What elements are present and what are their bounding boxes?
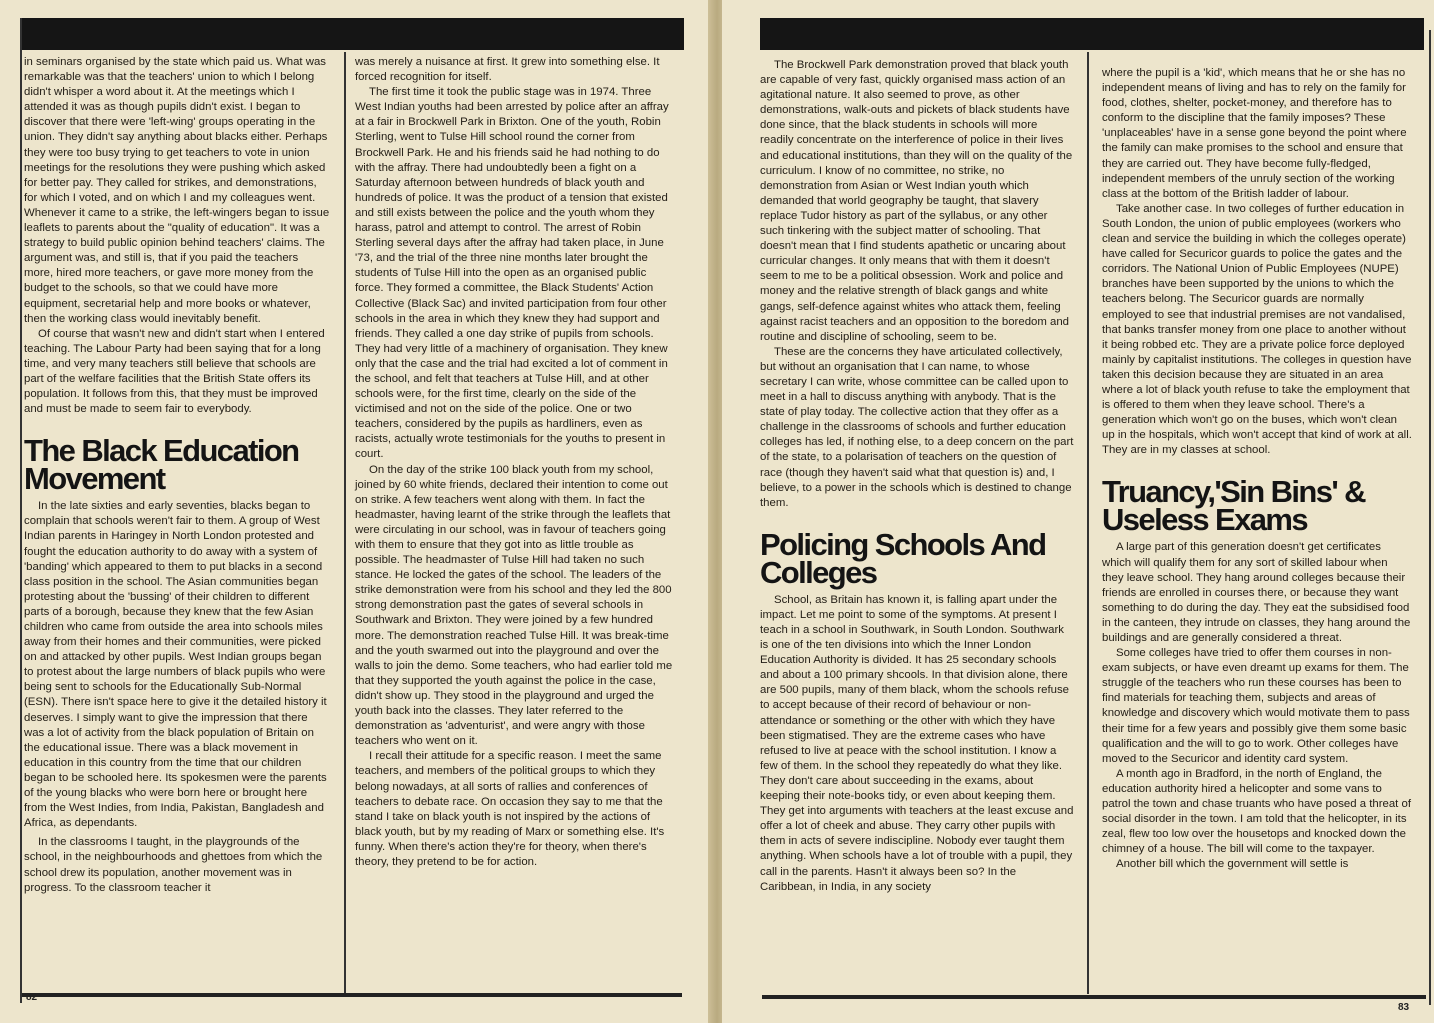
paragraph: The Brockwell Park demonstration proved that black youth are capable of very fast, quickly organised mass action of an agitational nature. It also seemed to prove, as other demonstrations, walk-outs and pickets of black students have done since, that the black students in schools will more readily concentrate on the interference of police in their lives and educational institutions, than they will on the quality of the curriculum. I know of no committee, no strike, no demonstration from Asian or West Indian youth which demanded that world geography be taught, that slavery replace Tudor history as part of the syllabus, or any other such tinkering with the subject matter of schooling. That doesn't mean that I find students apathetic or uncaring about curricular changes. It only means that with them it doesn't seem to me to be a political obsession. Work and police and money and the relative strength of black gangs and white gangs, self-defence against whites who attack them, feeling against racist teachers and an opposition to the boredom and routine and discipline of schooling, seem to be. xyxy=(760,59,1073,343)
paragraph: On the day of the strike 100 black youth from my school, joined by 60 white friends, declared their intention to come out on strike. A few teachers went along with them. In fact the headmaster, having learnt of the strike through the leaflets that were circulating in our school, was in favour of teachers going with them to ensure that they got into as little trouble as possible. The headmaster of Tulse Hill had taken no such stance. He locked the gates of the school. The leaders of the strike demonstration were from his school and they led the 800 strong demonstration past the gates of several schools in Southwark and Brixton. They were joined by a few hundred more. The demonstration reached Tulse Hill. It was break-time and the youth swarmed out into the playground and over the walls to join the demo. Some teachers, who had earlier told me that they supported the youth against the police in the case, didn't show up. They stood in the playground and urged the youth back into the classes. They later referred to the demonstration as 'adventurist', and were angry with those teachers who went on it. xyxy=(355,463,673,748)
section-heading: Policing Schools And Colleges xyxy=(760,526,1046,590)
paragraph: In the classrooms I taught, in the playgrounds of the school, in the neighbourhoods and ghettoes from which the school drew its population, another movement was in progress. To the classroom teacher it xyxy=(24,836,323,894)
paragraph: where the pupil is a 'kid', which means that he or she has no independent means of living and has to rely on the family for food, clothes, shelter, pocket-money, and therefore has to conform to the discipline that the family imposes? These 'unplaceables' have in a sense gone beyond the point where the family can make promises to the school and ensure that they are carried out. They have become fully-fledged, independent members of the unruly section of the working class at the bottom of the British ladder of labour. xyxy=(1102,67,1407,200)
paragraph: The first time it took the public stage was in 1974. Three West Indian youths had been arrested by police after an affray at a fair in Brockwell Park in Brixton. One of the youth, Robin Sterling, went to Tulse Hill school round the corner from Brockwell Park. He and his friends said he had nothing to do with the affray. There had undoubtedly been a fight on a Saturday afternoon between hundreds of black youth and hundreds of police. It was the product of a tension that existed and still exists between the police and the youth whom they harass, patrol and attempt to control. The arrest of Robin Sterling several days after the affray had taken place, in June '73, and the trial of the three nine months later brought the students of Tulse Hill into the open as an organised public force. They formed a committee, the Black Students' Action Collective (Black Sac) and invited participation from four other schools in the area in which they knew they had support and friends. They called a one day strike of pupils from schools. They had very little of a machinery of organisation. They knew only that the case and the trial had excited a lot of comment in the school, and felt that teachers at Tulse Hill, and at other schools were, for the first time, clearly on the side of the victimised and not on the side of the police. One or two teachers, considered by the pupils as hardliners, even as racists, actually wrote testimonials for the youths to present in court. xyxy=(355,86,669,461)
left-column-1 xyxy=(24,55,330,896)
page-number: 82 xyxy=(26,992,38,1003)
column-divider xyxy=(1087,52,1089,994)
right-column-2 xyxy=(1102,66,1412,873)
paragraph: A month ago in Bradford, in the north of England, the education authority hired a helicopter and some vans to patrol the town and chase truants who have posed a threat of social disorder in the town. I am told that the helicopter, in its zeal, flew too low over the housetops and knocked down the chimney of a house. The bill will come to the taxpayer. xyxy=(1102,767,1412,856)
paragraph: I recall their attitude for a specific reason. I meet the same teachers, and members of the political groups to which they belong nowadays, at all sorts of rallies and conferences of teachers to debate race. On occasion they say to me that the stand I take on black youth is not inspired by the actions of black youth, but by my reading of Marx or something else. It's funny. When there's action they're for theory, when there's theory, they pretend to be for action. xyxy=(355,750,665,868)
left-margin-rule xyxy=(20,18,22,1003)
paragraph: was merely a nuisance at first. It grew into something else. It forced recognition for itself. xyxy=(355,56,660,84)
bottom-rule xyxy=(22,993,682,997)
paragraph: Another bill which the government will settle is xyxy=(1116,858,1349,871)
right-page xyxy=(722,0,1434,1023)
section-heading: The Black Education Movement xyxy=(24,433,299,497)
left-page xyxy=(0,0,712,1023)
column-divider xyxy=(344,52,346,994)
page-number: 83 xyxy=(1398,1002,1410,1013)
paragraph: School, as Britain has known it, is falling apart under the impact. Let me point to some of the symptoms. At present I teach in a school in Southwark, in South London. Southwark is one of the ten divisions into which the Inner London Education Authority is divided. It has 25 secondary schools and about a 100 primary shcools. In that division alone, there are 500 pupils, many of them black, whom the schools refuse to accept because of their record of behaviour or non-attendance or something or the other with which they have been stigmatised. They are the extreme cases who have refused to live at peace with the school institution. I know a few of them. In the school they repeatedly do what they like. They don't care about succeeding in the exams, about keeping their note-books tidy, or even about keeping them. They get into arguments with teachers at the least excuse and offer a lot of cheek and abuse. They carry other pupils with them in acts of severe indiscipline. Nobody ever taught them anything. When schools have a lot of trouble with a pupil, they call in the parents. Hasn't it always been so? In the Caribbean, in India, in any society xyxy=(760,593,1074,893)
left-column-2 xyxy=(355,55,675,870)
top-black-bar xyxy=(22,18,684,50)
paragraph: Take another case. In two colleges of further education in South London, the union of public employees (workers who clean and service the building in which the colleges operate) have called for Securicor guards to police the gates and the corridors. The National Union of Public Employees (NUPE) branches have been supported by the unions to which the teachers belong. The Securicor guards are normally employed to see that industrial premises are not vandalised, that banks transfer money from one place to another without it being robbed etc. They are a private police force deployed mainly by capitalist institutions. The colleges in question have taken this decision because they are situated in an area where a lot of black youth refuse to take the employment that is offered to them when they leave school. There's a generation which won't go on the buses, which won't clean up in the hospitals, which won't accept that kind of work at all. They are in my classes at school. xyxy=(1102,202,1412,457)
section-heading: Truancy,'Sin Bins' & Useless Exams xyxy=(1102,474,1365,538)
paragraph: Of course that wasn't new and didn't start when I entered teaching. The Labour Party had been saying that for a long time, and very many teachers still believe that schools are part of the welfare facilities that the British State offers its population. It follows from this, that they must be improved and must be made to seem fair to everybody. xyxy=(24,327,325,416)
paragraph: in seminars organised by the state which paid us. What was remarkable was that the teachers' union to which I belong didn't whisper a word about it. At the meetings which I attended it was as though pupils didn't exist. I began to discover that there were 'left-wing' groups operating in the union. They didn't say anything about blacks either. Perhaps they were too busy trying to get teachers to vote in union meetings for the resolutions they were pushing which asked for better pay. They called for strikes, and demonstrations, for which I voted, and on which I and my colleagues went. Whenever it came to a strike, the left-wingers began to issue leaflets to parents about the "quality of education". It was a strategy to build public opinion behind teachers' claims. The argument was, and still is, that if you paid the teachers more, hired more teachers, or gave more money from the budget to the schools, so that we could have more equipment, secretarial help and more books or whatever, then the working class would inevitably benefit. xyxy=(24,56,330,325)
paragraph: A large part of this generation doesn't get certificates which will qualify them for any sort of skilled labour when they leave school. They hang around colleges because their friends are enrolled in courses there, or because they want something to do during the day. They eat the subsidised food in the canteen, they intrude on classes, they hang around the buildings and are generally considered a threat. xyxy=(1102,541,1411,644)
bottom-rule xyxy=(762,995,1426,999)
paragraph: Some colleges have tried to offer them courses in non-exam subjects, or have even dreamt up exams for them. The struggle of the teachers who run these courses has been to find materials for teaching them, subjects and areas of knowledge and discovery which would motivate them to pass their time for a few years and possibly give them some basic qualification and the will to go to work. Other colleges have moved to the Securicor and identity card system. xyxy=(1102,647,1410,765)
top-black-bar xyxy=(760,18,1424,50)
paragraph: These are the concerns they have articulated collectively, but without an organisation that I can name, to whose secretary I can write, whose committee can be called upon to meet in a hall to discuss anything with anybody. That is the state of play today. The collective action that they offer as a challenge in the classrooms of schools and further education colleges has led, if nothing else, to a deep concern on the part of the state, to a polarisation of teachers on the question of race (though they haven't said what that question is) and, I believe, to a power in the schools which is destined to change them. xyxy=(760,345,1074,509)
right-margin-rule xyxy=(1429,30,1431,1005)
paragraph: In the late sixties and early seventies, blacks began to complain that schools weren't fair to them. A group of West Indian parents in Haringey in North London protested and fought the education authority to do away with a system of 'banding' which appeared to them to put blacks in a second class position in the school. The Asian communities began protesting about the 'bussing' of their children to different parts of a borough, because they knew that the few Asian children who came from outside the area into schools miles away from their homes and their communities, were picked on and attacked by other pupils. West Indian groups began to protest about the large numbers of black pupils who were being sent to schools for the Educationally Sub-Normal (ESN). There isn't space here to give it the detailed history it deserves. I simply want to give the impression that there was a lot of activity from the black population of Britain on the educational issue. There was a black movement in education in this country from the time that our children began to be schooled here. Its spokesmen were the parents of the young blacks who were born here or brought here from the West Indies, from India, Pakistan, Bangladesh and Africa, as dependants. xyxy=(24,500,327,830)
right-column-1 xyxy=(760,58,1074,895)
